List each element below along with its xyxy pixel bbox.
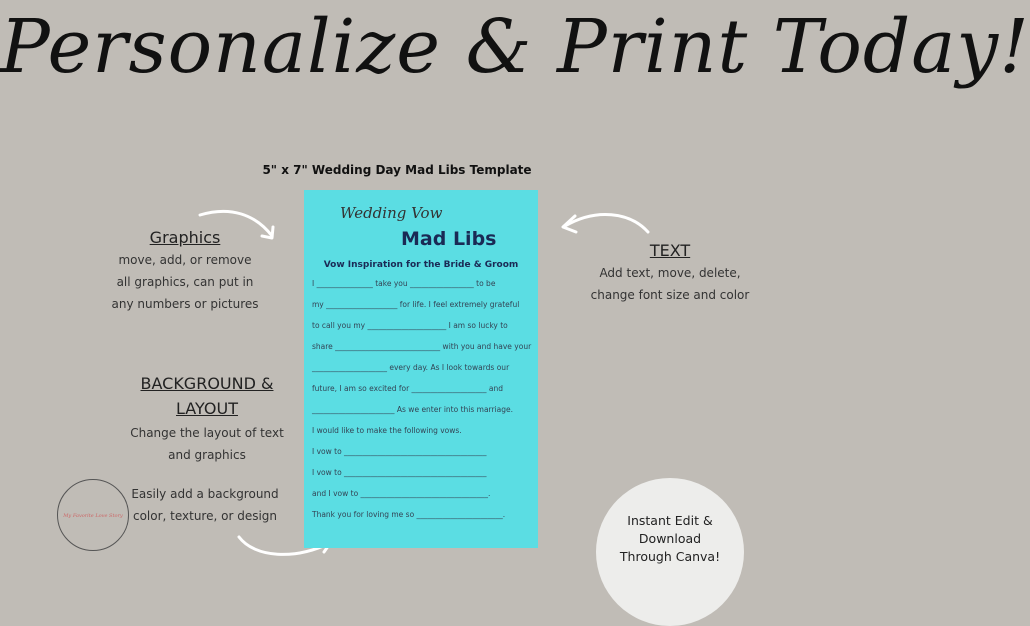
easy-add-line: Easily add a background <box>131 487 279 501</box>
cta-badge <box>596 478 744 626</box>
text-section <box>578 241 762 306</box>
card-line: ____________________ every day. As I look towards our <box>312 363 510 372</box>
card-line: I would like to make the following vows. <box>312 426 462 435</box>
card-line: I vow to ______________________________________ <box>312 468 487 477</box>
background-line: Change the layout of text <box>130 426 284 440</box>
card-script-title: Wedding Vow <box>340 204 443 222</box>
template-size-subheading: 5" x 7" Wedding Day Mad Libs Template <box>262 163 532 177</box>
card-line: ______________________ As we enter into this marriage. <box>312 405 514 414</box>
cta-line: Through Canva! <box>619 549 721 564</box>
card-line: my ___________________ for life. I feel extremely grateful <box>312 300 520 309</box>
text-line: Add text, move, delete, <box>599 266 741 280</box>
background-title: BACKGROUND & <box>140 374 274 393</box>
graphics-line: all graphics, can put in <box>116 275 254 289</box>
brand-logo-text: My Favorite Love Story <box>63 513 123 519</box>
cta-line: Instant Edit & <box>627 513 713 528</box>
easy-add-line: color, texture, or design <box>132 509 278 523</box>
card-title: Mad Libs <box>401 228 497 250</box>
card-line: I _______________ take you _________________ to be <box>312 279 496 288</box>
headline: Personalize & Print Today! <box>0 4 1030 90</box>
card-line: to call you my _____________________ I am so lucky to <box>312 321 508 330</box>
arrow-to-card-right-icon <box>565 215 648 232</box>
cta-line: Download <box>638 531 702 546</box>
mad-libs-card-preview <box>304 190 538 548</box>
text-title: TEXT <box>649 241 691 260</box>
card-line: I vow to ______________________________________ <box>312 447 487 456</box>
graphics-section <box>100 228 270 315</box>
easy-add-section <box>126 483 284 527</box>
background-line: and graphics <box>168 448 246 462</box>
brand-logo <box>57 479 129 551</box>
background-section <box>118 372 296 466</box>
graphics-line: any numbers or pictures <box>111 297 259 311</box>
text-line: change font size and color <box>590 288 750 302</box>
card-line: and I vow to __________________________________. <box>312 489 491 498</box>
card-vow-lines <box>312 273 534 525</box>
card-subtitle: Vow Inspiration for the Bride & Groom <box>323 260 519 270</box>
cta-text <box>596 512 744 566</box>
card-line: Thank you for loving me so _______________________. <box>312 510 506 519</box>
graphics-title: Graphics <box>149 228 221 247</box>
graphics-line: move, add, or remove <box>118 253 252 267</box>
card-line: future, I am so excited for ____________________ and <box>312 384 504 393</box>
layout-title: LAYOUT <box>176 399 238 418</box>
card-line: share ____________________________ with you and have your <box>312 342 532 351</box>
